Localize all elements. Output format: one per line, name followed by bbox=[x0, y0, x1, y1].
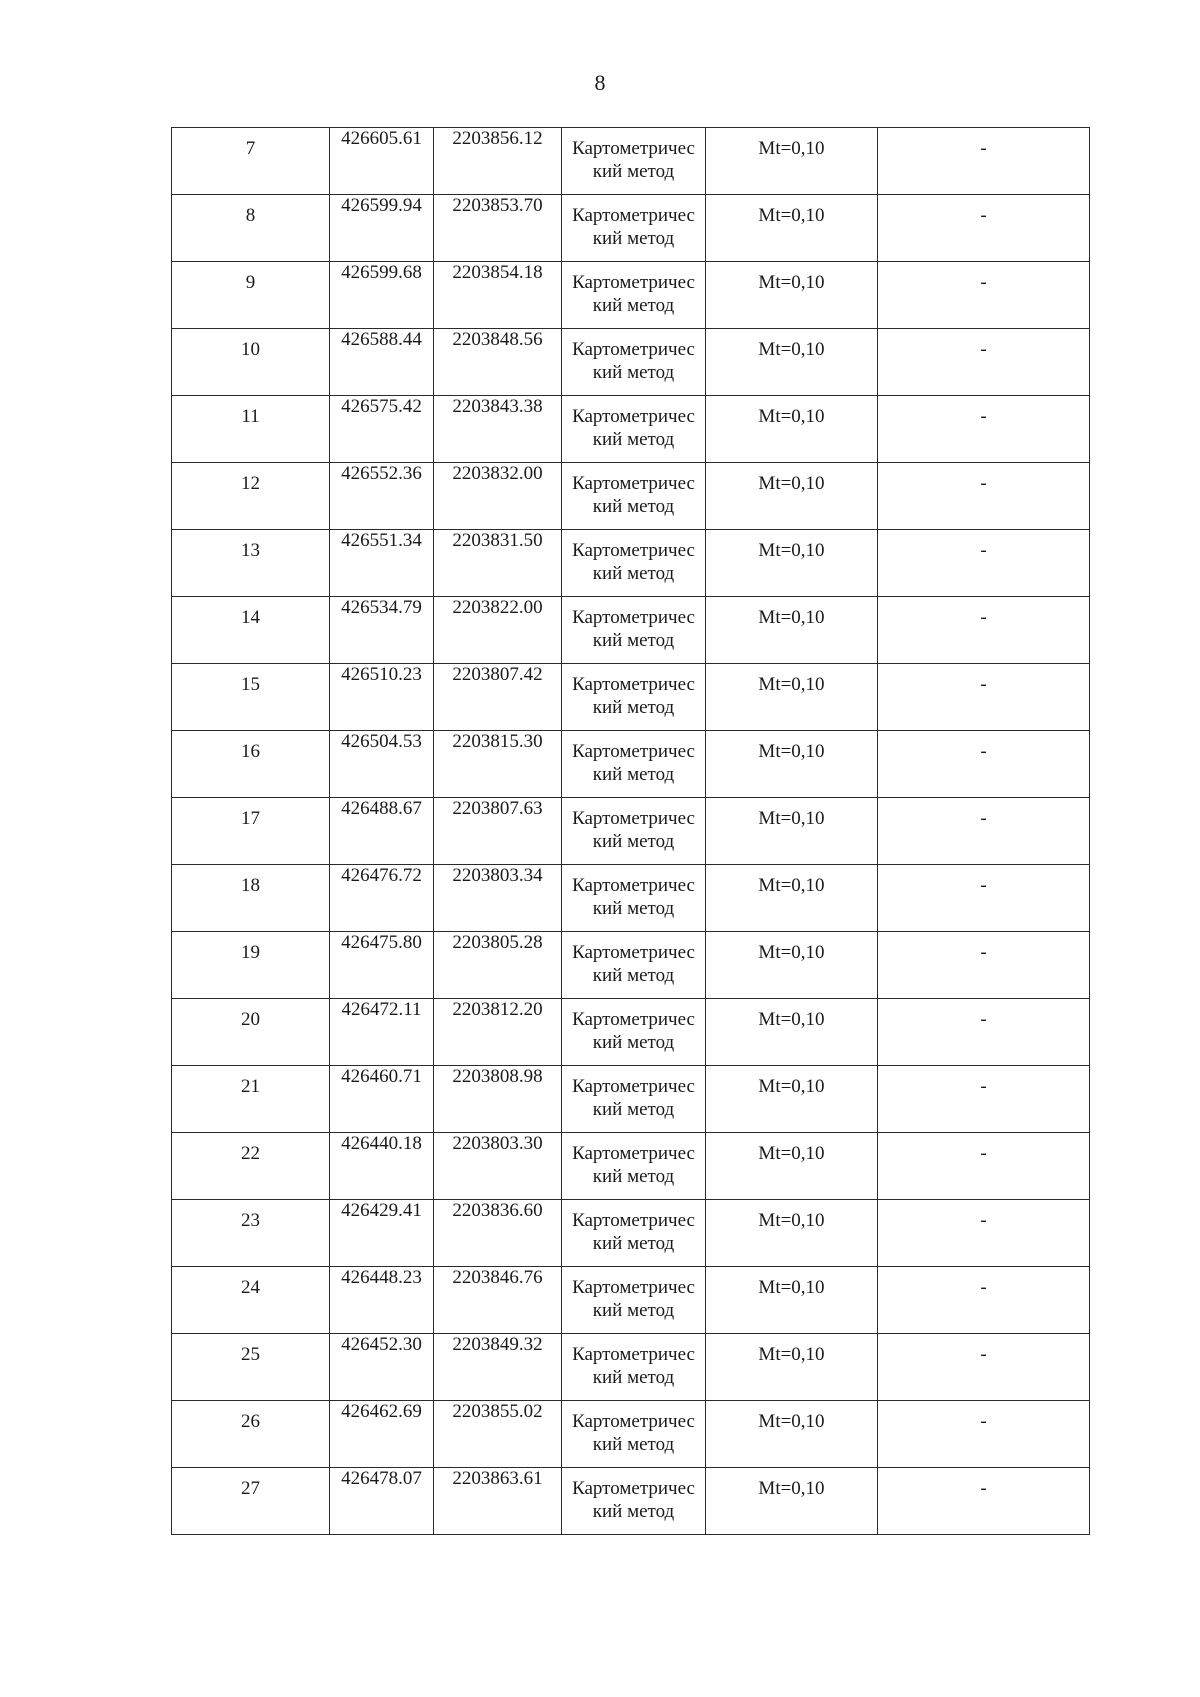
y-coordinate-cell bbox=[434, 1267, 562, 1334]
method-cell bbox=[562, 1066, 706, 1133]
accuracy-text: Mt=0,10 bbox=[758, 1009, 825, 1030]
note-cell bbox=[878, 597, 1090, 664]
x-coordinate-cell bbox=[330, 396, 434, 463]
note-text: - bbox=[980, 1344, 987, 1365]
method-cell bbox=[562, 128, 706, 195]
table-row bbox=[172, 664, 1090, 731]
y-coordinate-text: 2203831.50 bbox=[452, 530, 543, 551]
point-number-cell bbox=[172, 195, 330, 262]
table-row bbox=[172, 1267, 1090, 1334]
note-text: - bbox=[980, 1143, 987, 1164]
y-coordinate-cell bbox=[434, 1468, 562, 1535]
accuracy-text: Mt=0,10 bbox=[758, 540, 825, 561]
point-number-cell bbox=[172, 1133, 330, 1200]
accuracy-text: Mt=0,10 bbox=[758, 741, 825, 762]
note-cell bbox=[878, 195, 1090, 262]
accuracy-cell bbox=[706, 530, 878, 597]
point-number-cell bbox=[172, 1468, 330, 1535]
accuracy-cell bbox=[706, 1133, 878, 1200]
table-row bbox=[172, 597, 1090, 664]
accuracy-cell bbox=[706, 463, 878, 530]
note-cell bbox=[878, 1200, 1090, 1267]
accuracy-cell bbox=[706, 262, 878, 329]
point-number-cell bbox=[172, 597, 330, 664]
y-coordinate-cell bbox=[434, 262, 562, 329]
note-text: - bbox=[980, 339, 987, 360]
method-text: Картометричес кий метод bbox=[572, 1210, 695, 1254]
method-cell bbox=[562, 530, 706, 597]
accuracy-cell bbox=[706, 664, 878, 731]
y-coordinate-cell bbox=[434, 530, 562, 597]
point-number-text: 17 bbox=[241, 808, 260, 829]
method-text: Картометричес кий метод bbox=[572, 1277, 695, 1321]
y-coordinate-cell bbox=[434, 1066, 562, 1133]
x-coordinate-text: 426552.36 bbox=[341, 463, 422, 484]
point-number-cell bbox=[172, 329, 330, 396]
accuracy-cell bbox=[706, 1468, 878, 1535]
point-number-text: 24 bbox=[241, 1277, 260, 1298]
method-cell bbox=[562, 798, 706, 865]
x-coordinate-text: 426510.23 bbox=[341, 664, 422, 685]
note-text: - bbox=[980, 1009, 987, 1030]
x-coordinate-cell bbox=[330, 664, 434, 731]
point-number-text: 21 bbox=[241, 1076, 260, 1097]
method-cell bbox=[562, 1401, 706, 1468]
point-number-cell bbox=[172, 262, 330, 329]
y-coordinate-cell bbox=[434, 396, 562, 463]
method-cell bbox=[562, 1200, 706, 1267]
accuracy-text: Mt=0,10 bbox=[758, 1277, 825, 1298]
point-number-text: 25 bbox=[241, 1344, 260, 1365]
method-text: Картометричес кий метод bbox=[572, 1478, 695, 1522]
y-coordinate-text: 2203832.00 bbox=[452, 463, 543, 484]
point-number-text: 9 bbox=[245, 272, 256, 293]
x-coordinate-text: 426476.72 bbox=[341, 865, 422, 886]
y-coordinate-text: 2203863.61 bbox=[452, 1468, 543, 1489]
x-coordinate-text: 426478.07 bbox=[341, 1468, 422, 1489]
x-coordinate-text: 426460.71 bbox=[341, 1066, 422, 1087]
method-text: Картометричес кий метод bbox=[572, 1076, 695, 1120]
note-text: - bbox=[980, 540, 987, 561]
accuracy-text: Mt=0,10 bbox=[758, 1076, 825, 1097]
note-cell bbox=[878, 1267, 1090, 1334]
y-coordinate-cell bbox=[434, 932, 562, 999]
y-coordinate-cell bbox=[434, 597, 562, 664]
y-coordinate-text: 2203836.60 bbox=[452, 1200, 543, 1221]
method-cell bbox=[562, 1468, 706, 1535]
x-coordinate-cell bbox=[330, 798, 434, 865]
x-coordinate-cell bbox=[330, 1334, 434, 1401]
y-coordinate-text: 2203856.12 bbox=[452, 128, 543, 149]
y-coordinate-cell bbox=[434, 664, 562, 731]
method-text: Картометричес кий метод bbox=[572, 808, 695, 852]
point-number-text: 26 bbox=[241, 1411, 260, 1432]
x-coordinate-text: 426605.61 bbox=[341, 128, 422, 149]
point-number-text: 18 bbox=[241, 875, 260, 896]
accuracy-cell bbox=[706, 798, 878, 865]
x-coordinate-text: 426462.69 bbox=[341, 1401, 422, 1422]
table-row bbox=[172, 1468, 1090, 1535]
table-row bbox=[172, 195, 1090, 262]
accuracy-text: Mt=0,10 bbox=[758, 1411, 825, 1432]
point-number-cell bbox=[172, 1066, 330, 1133]
point-number-cell bbox=[172, 530, 330, 597]
table-row bbox=[172, 798, 1090, 865]
note-text: - bbox=[980, 1076, 987, 1097]
x-coordinate-cell bbox=[330, 1401, 434, 1468]
x-coordinate-text: 426599.94 bbox=[341, 195, 422, 216]
accuracy-text: Mt=0,10 bbox=[758, 406, 825, 427]
y-coordinate-text: 2203855.02 bbox=[452, 1401, 543, 1422]
y-coordinate-text: 2203803.34 bbox=[452, 865, 543, 886]
y-coordinate-cell bbox=[434, 798, 562, 865]
method-cell bbox=[562, 1133, 706, 1200]
accuracy-text: Mt=0,10 bbox=[758, 674, 825, 695]
y-coordinate-text: 2203849.32 bbox=[452, 1334, 543, 1355]
x-coordinate-text: 426551.34 bbox=[341, 530, 422, 551]
y-coordinate-cell bbox=[434, 195, 562, 262]
note-text: - bbox=[980, 607, 987, 628]
note-cell bbox=[878, 664, 1090, 731]
accuracy-cell bbox=[706, 932, 878, 999]
method-cell bbox=[562, 597, 706, 664]
x-coordinate-text: 426472.11 bbox=[341, 999, 422, 1020]
point-number-cell bbox=[172, 1200, 330, 1267]
point-number-cell bbox=[172, 932, 330, 999]
point-number-text: 27 bbox=[241, 1478, 260, 1499]
table-row bbox=[172, 865, 1090, 932]
y-coordinate-text: 2203815.30 bbox=[452, 731, 543, 752]
method-text: Картометричес кий метод bbox=[572, 138, 695, 182]
table-row bbox=[172, 1200, 1090, 1267]
method-cell bbox=[562, 999, 706, 1066]
note-text: - bbox=[980, 875, 987, 896]
method-text: Картометричес кий метод bbox=[572, 741, 695, 785]
accuracy-text: Mt=0,10 bbox=[758, 1210, 825, 1231]
y-coordinate-cell bbox=[434, 999, 562, 1066]
point-number-text: 22 bbox=[241, 1143, 260, 1164]
point-number-cell bbox=[172, 1401, 330, 1468]
point-number-text: 20 bbox=[241, 1009, 260, 1030]
accuracy-cell bbox=[706, 731, 878, 798]
note-cell bbox=[878, 865, 1090, 932]
method-text: Картометричес кий метод bbox=[572, 406, 695, 450]
page-number: 8 bbox=[594, 70, 606, 95]
y-coordinate-cell bbox=[434, 128, 562, 195]
method-cell bbox=[562, 1267, 706, 1334]
x-coordinate-cell bbox=[330, 1200, 434, 1267]
x-coordinate-cell bbox=[330, 262, 434, 329]
table-row bbox=[172, 1066, 1090, 1133]
x-coordinate-text: 426475.80 bbox=[341, 932, 422, 953]
note-text: - bbox=[980, 272, 987, 293]
note-cell bbox=[878, 329, 1090, 396]
x-coordinate-cell bbox=[330, 1468, 434, 1535]
note-cell bbox=[878, 1401, 1090, 1468]
method-text: Картометричес кий метод bbox=[572, 1344, 695, 1388]
table-row bbox=[172, 999, 1090, 1066]
note-cell bbox=[878, 262, 1090, 329]
method-cell bbox=[562, 262, 706, 329]
x-coordinate-cell bbox=[330, 1133, 434, 1200]
method-cell bbox=[562, 664, 706, 731]
x-coordinate-cell bbox=[330, 597, 434, 664]
table-row bbox=[172, 932, 1090, 999]
note-text: - bbox=[980, 1277, 987, 1298]
accuracy-text: Mt=0,10 bbox=[758, 138, 825, 159]
point-number-text: 12 bbox=[241, 473, 260, 494]
accuracy-text: Mt=0,10 bbox=[758, 875, 825, 896]
x-coordinate-cell bbox=[330, 195, 434, 262]
method-text: Картометричес кий метод bbox=[572, 339, 695, 383]
point-number-text: 13 bbox=[241, 540, 260, 561]
accuracy-cell bbox=[706, 396, 878, 463]
x-coordinate-cell bbox=[330, 999, 434, 1066]
point-number-text: 8 bbox=[245, 205, 256, 226]
accuracy-text: Mt=0,10 bbox=[758, 205, 825, 226]
y-coordinate-text: 2203812.20 bbox=[452, 999, 543, 1020]
coordinates-table bbox=[171, 127, 1090, 1535]
y-coordinate-text: 2203808.98 bbox=[452, 1066, 543, 1087]
y-coordinate-text: 2203807.63 bbox=[452, 798, 543, 819]
accuracy-text: Mt=0,10 bbox=[758, 607, 825, 628]
x-coordinate-cell bbox=[330, 1267, 434, 1334]
y-coordinate-text: 2203846.76 bbox=[452, 1267, 543, 1288]
table-row bbox=[172, 396, 1090, 463]
accuracy-cell bbox=[706, 1401, 878, 1468]
accuracy-text: Mt=0,10 bbox=[758, 942, 825, 963]
y-coordinate-cell bbox=[434, 329, 562, 396]
y-coordinate-text: 2203853.70 bbox=[452, 195, 543, 216]
y-coordinate-text: 2203822.00 bbox=[452, 597, 543, 618]
x-coordinate-cell bbox=[330, 463, 434, 530]
x-coordinate-text: 426452.30 bbox=[341, 1334, 422, 1355]
method-cell bbox=[562, 865, 706, 932]
x-coordinate-text: 426448.23 bbox=[341, 1267, 422, 1288]
y-coordinate-text: 2203805.28 bbox=[452, 932, 543, 953]
note-cell bbox=[878, 1334, 1090, 1401]
note-text: - bbox=[980, 473, 987, 494]
table-row bbox=[172, 530, 1090, 597]
note-cell bbox=[878, 1468, 1090, 1535]
coordinates-table-body bbox=[172, 128, 1090, 1535]
x-coordinate-cell bbox=[330, 530, 434, 597]
point-number-cell bbox=[172, 128, 330, 195]
accuracy-cell bbox=[706, 1066, 878, 1133]
point-number-cell bbox=[172, 865, 330, 932]
table-row bbox=[172, 731, 1090, 798]
note-cell bbox=[878, 128, 1090, 195]
y-coordinate-cell bbox=[434, 731, 562, 798]
table-row bbox=[172, 463, 1090, 530]
table-row bbox=[172, 262, 1090, 329]
table-row bbox=[172, 1334, 1090, 1401]
method-cell bbox=[562, 329, 706, 396]
method-cell bbox=[562, 463, 706, 530]
y-coordinate-cell bbox=[434, 1200, 562, 1267]
accuracy-cell bbox=[706, 1267, 878, 1334]
x-coordinate-text: 426575.42 bbox=[341, 396, 422, 417]
accuracy-cell bbox=[706, 128, 878, 195]
accuracy-cell bbox=[706, 1200, 878, 1267]
method-text: Картометричес кий метод bbox=[572, 272, 695, 316]
y-coordinate-cell bbox=[434, 463, 562, 530]
x-coordinate-cell bbox=[330, 932, 434, 999]
y-coordinate-text: 2203803.30 bbox=[452, 1133, 543, 1154]
note-text: - bbox=[980, 942, 987, 963]
point-number-cell bbox=[172, 999, 330, 1066]
method-text: Картометричес кий метод bbox=[572, 942, 695, 986]
method-cell bbox=[562, 396, 706, 463]
note-cell bbox=[878, 1133, 1090, 1200]
note-cell bbox=[878, 798, 1090, 865]
table-row bbox=[172, 1401, 1090, 1468]
method-text: Картометричес кий метод bbox=[572, 674, 695, 718]
note-cell bbox=[878, 1066, 1090, 1133]
accuracy-text: Mt=0,10 bbox=[758, 1344, 825, 1365]
x-coordinate-text: 426504.53 bbox=[341, 731, 422, 752]
method-text: Картометричес кий метод bbox=[572, 1143, 695, 1187]
note-cell bbox=[878, 530, 1090, 597]
point-number-cell bbox=[172, 463, 330, 530]
point-number-text: 14 bbox=[241, 607, 260, 628]
point-number-text: 16 bbox=[241, 741, 260, 762]
accuracy-cell bbox=[706, 597, 878, 664]
method-cell bbox=[562, 195, 706, 262]
y-coordinate-cell bbox=[434, 1334, 562, 1401]
y-coordinate-cell bbox=[434, 865, 562, 932]
accuracy-cell bbox=[706, 1334, 878, 1401]
table-row bbox=[172, 1133, 1090, 1200]
point-number-cell bbox=[172, 798, 330, 865]
method-cell bbox=[562, 731, 706, 798]
note-cell bbox=[878, 731, 1090, 798]
method-text: Картометричес кий метод bbox=[572, 607, 695, 651]
note-cell bbox=[878, 396, 1090, 463]
point-number-text: 19 bbox=[241, 942, 260, 963]
note-cell bbox=[878, 463, 1090, 530]
accuracy-cell bbox=[706, 865, 878, 932]
note-text: - bbox=[980, 1411, 987, 1432]
x-coordinate-text: 426429.41 bbox=[341, 1200, 422, 1221]
accuracy-text: Mt=0,10 bbox=[758, 808, 825, 829]
note-text: - bbox=[980, 674, 987, 695]
y-coordinate-cell bbox=[434, 1401, 562, 1468]
accuracy-cell bbox=[706, 329, 878, 396]
accuracy-cell bbox=[706, 195, 878, 262]
x-coordinate-text: 426534.79 bbox=[341, 597, 422, 618]
x-coordinate-cell bbox=[330, 1066, 434, 1133]
x-coordinate-cell bbox=[330, 865, 434, 932]
point-number-cell bbox=[172, 1267, 330, 1334]
point-number-cell bbox=[172, 664, 330, 731]
method-cell bbox=[562, 1334, 706, 1401]
accuracy-text: Mt=0,10 bbox=[758, 1478, 825, 1499]
method-text: Картометричес кий метод bbox=[572, 1009, 695, 1053]
point-number-text: 23 bbox=[241, 1210, 260, 1231]
method-text: Картометричес кий метод bbox=[572, 540, 695, 584]
accuracy-text: Mt=0,10 bbox=[758, 272, 825, 293]
accuracy-text: Mt=0,10 bbox=[758, 1143, 825, 1164]
point-number-text: 15 bbox=[241, 674, 260, 695]
method-text: Картометричес кий метод bbox=[572, 875, 695, 919]
y-coordinate-cell bbox=[434, 1133, 562, 1200]
note-text: - bbox=[980, 1478, 987, 1499]
y-coordinate-text: 2203843.38 bbox=[452, 396, 543, 417]
y-coordinate-text: 2203854.18 bbox=[452, 262, 543, 283]
note-cell bbox=[878, 999, 1090, 1066]
point-number-cell bbox=[172, 1334, 330, 1401]
point-number-text: 11 bbox=[241, 406, 260, 427]
x-coordinate-text: 426488.67 bbox=[341, 798, 422, 819]
table-row bbox=[172, 128, 1090, 195]
method-text: Картометричес кий метод bbox=[572, 473, 695, 517]
accuracy-text: Mt=0,10 bbox=[758, 473, 825, 494]
note-text: - bbox=[980, 205, 987, 226]
point-number-cell bbox=[172, 731, 330, 798]
y-coordinate-text: 2203848.56 bbox=[452, 329, 543, 350]
note-text: - bbox=[980, 808, 987, 829]
x-coordinate-text: 426599.68 bbox=[341, 262, 422, 283]
y-coordinate-text: 2203807.42 bbox=[452, 664, 543, 685]
x-coordinate-text: 426440.18 bbox=[341, 1133, 422, 1154]
note-text: - bbox=[980, 138, 987, 159]
x-coordinate-text: 426588.44 bbox=[341, 329, 422, 350]
method-cell bbox=[562, 932, 706, 999]
note-text: - bbox=[980, 741, 987, 762]
note-cell bbox=[878, 932, 1090, 999]
note-text: - bbox=[980, 406, 987, 427]
note-text: - bbox=[980, 1210, 987, 1231]
x-coordinate-cell bbox=[330, 731, 434, 798]
accuracy-text: Mt=0,10 bbox=[758, 339, 825, 360]
point-number-cell bbox=[172, 396, 330, 463]
accuracy-cell bbox=[706, 999, 878, 1066]
table-row bbox=[172, 329, 1090, 396]
point-number-text: 10 bbox=[241, 339, 260, 360]
x-coordinate-cell bbox=[330, 329, 434, 396]
x-coordinate-cell bbox=[330, 128, 434, 195]
point-number-text: 7 bbox=[245, 138, 256, 159]
method-text: Картометричес кий метод bbox=[572, 205, 695, 249]
method-text: Картометричес кий метод bbox=[572, 1411, 695, 1455]
